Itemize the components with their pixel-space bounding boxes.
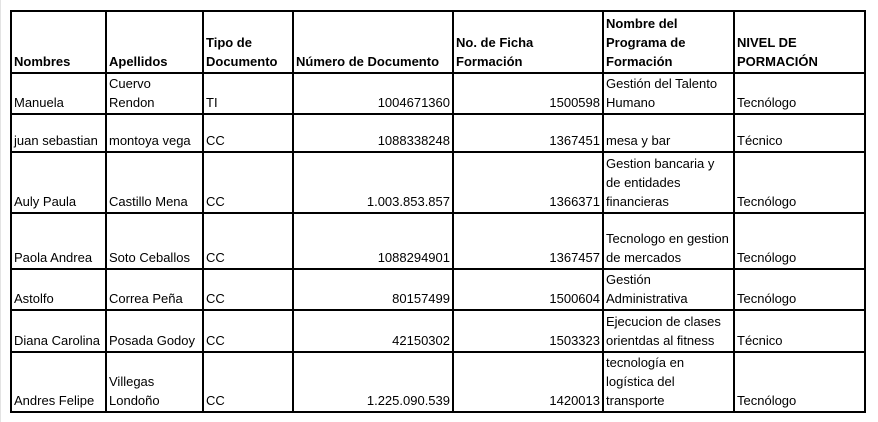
cell-nombres[interactable]: Diana Carolina	[11, 310, 106, 352]
header-cell-programa[interactable]: Nombre del Programa de Formación	[603, 11, 734, 73]
header-cell-ficha[interactable]: No. de Ficha Formación	[453, 11, 603, 73]
cell-numero-documento[interactable]: 1.225.090.539	[293, 352, 453, 412]
cell-programa[interactable]: Gestión del Talento Humano	[603, 73, 734, 114]
cell-nivel[interactable]: Técnico	[734, 114, 865, 152]
cell-nombres[interactable]: Manuela	[11, 73, 106, 114]
table-row	[11, 310, 865, 352]
cell-nivel[interactable]: Tecnólogo	[734, 213, 865, 269]
header-cell-apellidos[interactable]: Apellidos	[106, 11, 203, 73]
cell-nombres[interactable]: Astolfo	[11, 269, 106, 310]
cell-programa[interactable]: Ejecucion de clases orientdas al fitness	[603, 310, 734, 352]
cell-nombres[interactable]: Paola Andrea	[11, 213, 106, 269]
cell-programa[interactable]: Gestión Administrativa	[603, 269, 734, 310]
cell-numero-documento[interactable]: 1004671360	[293, 73, 453, 114]
cell-numero-documento[interactable]: 42150302	[293, 310, 453, 352]
cell-nivel[interactable]: Tecnólogo	[734, 269, 865, 310]
cell-ficha[interactable]: 1500598	[453, 73, 603, 114]
cell-tipo-documento[interactable]: CC	[203, 152, 293, 213]
cell-tipo-documento[interactable]: CC	[203, 269, 293, 310]
cell-nivel[interactable]: Técnico	[734, 310, 865, 352]
header-row	[11, 11, 865, 73]
cell-apellidos[interactable]: Villegas Londoño	[106, 352, 203, 412]
table-row	[11, 213, 865, 269]
table-row	[11, 152, 865, 213]
cell-programa[interactable]: Tecnologo en gestion de mercados	[603, 213, 734, 269]
header-cell-tipo-documento[interactable]: Tipo de Documento	[203, 11, 293, 73]
cell-ficha[interactable]: 1366371	[453, 152, 603, 213]
cell-numero-documento[interactable]: 80157499	[293, 269, 453, 310]
cell-nombres[interactable]: juan sebastian	[11, 114, 106, 152]
students-table	[10, 10, 866, 413]
cell-tipo-documento[interactable]: CC	[203, 310, 293, 352]
cell-tipo-documento[interactable]: CC	[203, 213, 293, 269]
cell-tipo-documento[interactable]: CC	[203, 114, 293, 152]
table-row	[11, 352, 865, 412]
cell-tipo-documento[interactable]: TI	[203, 73, 293, 114]
cell-programa[interactable]: mesa y bar	[603, 114, 734, 152]
cell-numero-documento[interactable]: 1088338248	[293, 114, 453, 152]
cell-ficha[interactable]: 1500604	[453, 269, 603, 310]
cell-apellidos[interactable]: montoya vega	[106, 114, 203, 152]
cell-apellidos[interactable]: Posada Godoy	[106, 310, 203, 352]
cell-tipo-documento[interactable]: CC	[203, 352, 293, 412]
cell-nivel[interactable]: Tecnólogo	[734, 73, 865, 114]
cell-apellidos[interactable]: Soto Ceballos	[106, 213, 203, 269]
cell-nombres[interactable]: Andres Felipe	[11, 352, 106, 412]
cell-programa[interactable]: tecnología en logística del transporte	[603, 352, 734, 412]
cell-ficha[interactable]: 1367457	[453, 213, 603, 269]
header-cell-nivel[interactable]: NIVEL DE PORMACIÓN	[734, 11, 865, 73]
cell-numero-documento[interactable]: 1088294901	[293, 213, 453, 269]
header-cell-nombres[interactable]: Nombres	[11, 11, 106, 73]
table-row	[11, 73, 865, 114]
cell-nivel[interactable]: Tecnólogo	[734, 152, 865, 213]
cell-ficha[interactable]: 1503323	[453, 310, 603, 352]
cell-ficha[interactable]: 1367451	[453, 114, 603, 152]
table-row	[11, 269, 865, 310]
cell-nivel[interactable]: Tecnólogo	[734, 352, 865, 412]
cell-apellidos[interactable]: Correa Peña	[106, 269, 203, 310]
cell-apellidos[interactable]: Cuervo Rendon	[106, 73, 203, 114]
cell-programa[interactable]: Gestion bancaria y de entidades financieras	[603, 152, 734, 213]
cell-ficha[interactable]: 1420013	[453, 352, 603, 412]
cell-nombres[interactable]: Auly Paula	[11, 152, 106, 213]
table-row	[11, 114, 865, 152]
cell-apellidos[interactable]: Castillo Mena	[106, 152, 203, 213]
cell-numero-documento[interactable]: 1.003.853.857	[293, 152, 453, 213]
header-cell-numero-documento[interactable]: Número de Documento	[293, 11, 453, 73]
